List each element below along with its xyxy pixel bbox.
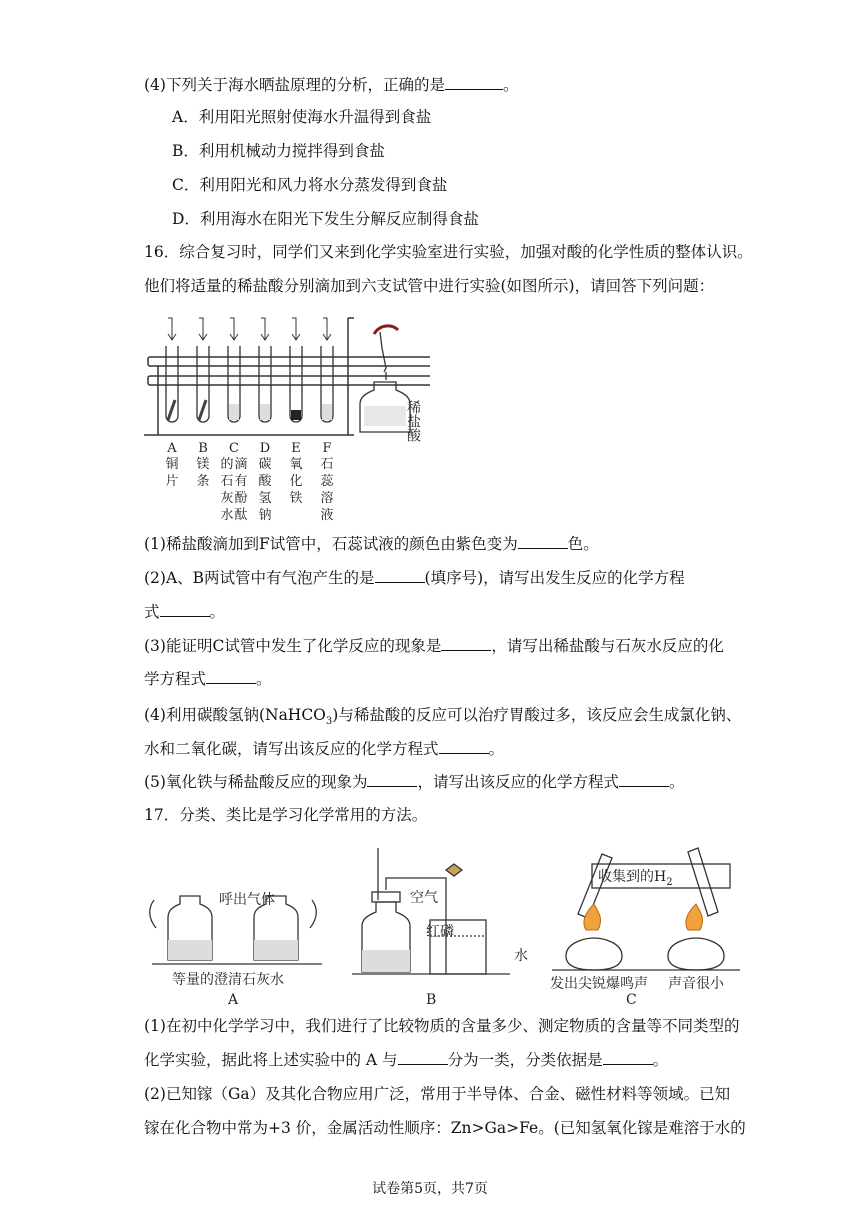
answer-blank[interactable] (518, 534, 568, 549)
tube-contents (229, 404, 239, 420)
q15-part4: (4)下列关于海水晒盐原理的分析，正确的是 。 (144, 76, 519, 94)
tube-letter: D (259, 441, 271, 456)
answer-blank[interactable] (445, 75, 503, 90)
answer-blank[interactable] (160, 602, 210, 617)
q17-part2: (2)已知镓（Ga）及其化合物应用广泛，常用于半导体、合金、磁性材料等领域。已知 (144, 1085, 731, 1103)
q15-option-c: C．利用阳光和风力将水分蒸发得到食盐 (172, 176, 448, 194)
q16-part3-cont: 学方程式 。 (144, 670, 272, 688)
figure-b-label-phosphorus: 红磷 (426, 924, 454, 940)
q16-part3: (3)能证明C试管中发生了化学反应的现象是 ，请写出稀盐酸与石灰水反应的化 (144, 637, 724, 655)
drop-arrow-icon (230, 318, 238, 340)
tube-contents (322, 404, 332, 420)
q15-option-b: B．利用机械动力搅拌得到食盐 (172, 142, 385, 160)
metal-strip (199, 400, 206, 420)
q17-part2-cont: 镓在化合物中常为+3 价，金属活动性顺序：Zn>Ga>Fe。(已知氢氧化镓是难溶于水的 (144, 1119, 746, 1137)
flame-icon (686, 904, 703, 930)
tube-label: 滴有酚酞的石灰水 (220, 457, 248, 523)
answer-blank[interactable] (206, 669, 256, 684)
answer-blank[interactable] (375, 568, 425, 583)
metal-strip (168, 400, 175, 420)
q16-intro-line1: 16．综合复习时，同学们又来到化学实验室进行实验，加强对酸的化学性质的整体认识。 (144, 243, 753, 261)
q16-intro-line2: 他们将适量的稀盐酸分别滴加到六支试管中进行实验(如图所示)，请回答下列问题： (144, 277, 715, 295)
drop-arrow-icon (261, 318, 269, 340)
answer-blank[interactable] (603, 1050, 653, 1065)
figure-a-caption: A (228, 992, 239, 1008)
q15-option-d: D．利用海水在阳光下发生分解反应制得食盐 (172, 210, 479, 228)
drop-arrow-icon (323, 318, 331, 340)
q17-part1-cont: 化学实验，据此将上述实验中的 A 与 分为一类，分类依据是 。 (144, 1051, 669, 1069)
figure-b-caption: B (426, 992, 437, 1008)
q16-part5: (5)氧化铁与稀盐酸反应的现象为 ，请写出该反应的化学方程式 。 (144, 773, 685, 791)
dilute-hcl-bottle (360, 326, 410, 432)
drop-arrow-icon (199, 318, 207, 340)
answer-blank[interactable] (619, 772, 669, 787)
bottle-label: 稀盐酸 (405, 400, 421, 442)
tube-label: 碳酸氢钠 (258, 457, 272, 523)
q16-part4-cont: 水和二氧化碳，请写出该反应的化学方程式 。 (144, 740, 505, 758)
tube-label: 铜片 (165, 457, 179, 489)
drop-arrow-icon (292, 318, 300, 340)
figure-a-label-limewater: 等量的澄清石灰水 (172, 972, 284, 988)
answer-blank[interactable] (439, 739, 489, 754)
tube-letter: A (167, 441, 177, 456)
figure-c-hydrogen-test (552, 848, 740, 970)
answer-blank[interactable] (441, 636, 491, 651)
experiment-figures (140, 840, 740, 1010)
figure-c-caption: C (626, 992, 637, 1008)
tube-letter: F (322, 441, 332, 456)
figure-a-label-breath: 呼出气体 (219, 892, 275, 908)
test-tube-rack-figure (140, 310, 430, 525)
tube-label: 石蕊溶液 (320, 457, 334, 523)
tube-letter: C (229, 441, 239, 456)
answer-blank[interactable] (367, 772, 417, 787)
figure-b-label-air: 空气 (410, 890, 438, 906)
q16-part4: (4)利用碳酸氢钠(NaHCO$_3$)与稀盐酸的反应可以治疗胃酸过多，该反应会生成氯化钠、 (144, 706, 742, 728)
q17-part1: (1)在初中化学学习中，我们进行了比较物质的含量多少、测定物质的含量等不同类型的 (144, 1017, 740, 1035)
tube-letter: B (198, 441, 208, 456)
flame-icon (584, 904, 601, 930)
tube-letter: E (291, 441, 301, 456)
figure-c-label-collected: 收集到的$H_2$ (598, 869, 673, 888)
drop-arrow-icon (168, 318, 176, 340)
q17-intro: 17．分类、类比是学习化学常用的方法。 (144, 806, 428, 824)
tube-contents (260, 404, 270, 420)
answer-blank[interactable] (398, 1050, 448, 1065)
figure-b-label-water: 水 (514, 948, 528, 964)
tube-label: 镁条 (196, 457, 210, 489)
page-footer: 试卷第5页，共7页 (372, 1181, 488, 1197)
q16-part2-cont: 式 。 (144, 603, 226, 621)
q15-option-a: A．利用阳光照射使海水升温得到食盐 (172, 108, 432, 126)
tube-contents (291, 410, 301, 420)
tube-label: 氧化铁 (289, 457, 303, 506)
q16-part2: (2)A、B两试管中有气泡产生的是 (填序号)，请写出发生反应的化学方程 (144, 569, 685, 587)
figure-c-label-quiet: 声音很小 (668, 976, 724, 992)
figure-b-red-phosphorus-apparatus (352, 848, 510, 974)
q16-part1: (1)稀盐酸滴加到F试管中，石蕊试液的颜色由紫色变为 色。 (144, 535, 599, 553)
figure-c-label-loud: 发出尖锐爆鸣声 (550, 976, 648, 992)
